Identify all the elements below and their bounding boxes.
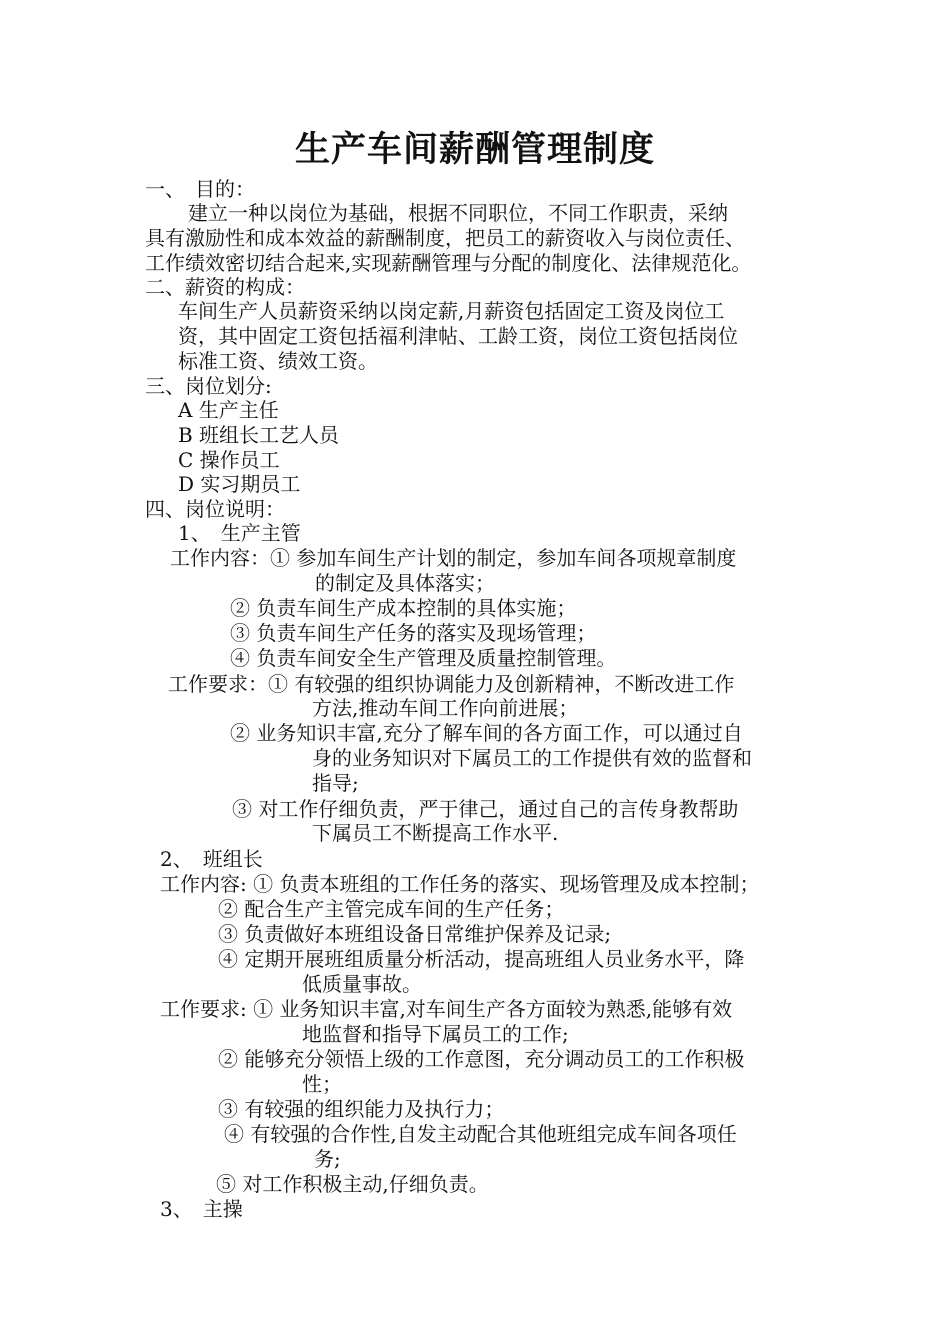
document-title: 生产车间薪酬管理制度 (294, 129, 655, 170)
paragraph-line: 性； (302, 1072, 342, 1096)
paragraph-line: 车间生产人员薪资采纳以岗定薪,月薪资包括固定工资及岗位工 (178, 299, 725, 323)
list-item: ③ 负责做好本班组设备日常维护保养及记录; (218, 922, 612, 946)
list-item: ② 负责车间生产成本控制的具体实施； (230, 596, 577, 620)
list-item: ② 能够充分领悟上级的工作意图，充分调动员工的工作积极 (218, 1047, 745, 1071)
section-heading-purpose: 一、 目的： (145, 177, 255, 201)
paragraph-line: 指导; (312, 771, 359, 795)
paragraph-line: 工作内容: ① 负责本班组的工作任务的落实、现场管理及成本控制； (160, 872, 760, 896)
list-item: ② 业务知识丰富,充分了解车间的各方面工作，可以通过自 (230, 721, 743, 745)
list-item: A 生产主任 (178, 398, 279, 422)
paragraph-line: 下属员工不断提高工作水平. (312, 821, 559, 845)
list-item: D 实习期员工 (178, 472, 301, 496)
paragraph-line: 建立一种以岗位为基础，根据不同职位，不同工作职责，采纳 (188, 201, 728, 225)
paragraph-line: 务; (314, 1147, 341, 1171)
list-item: ③ 对工作仔细负责，严于律己，通过自己的言传身教帮助 (232, 797, 739, 821)
paragraph-line: 资，其中固定工资包括福利津帖、工龄工资，岗位工资包括岗位 (178, 324, 738, 348)
paragraph-line: 工作绩效密切结合起来,实现薪酬管理与分配的制度化、法律规范化。 (145, 251, 752, 275)
section-heading-descriptions: 四、岗位说明： (145, 497, 285, 521)
subsection-heading: 1、 生产主管 (178, 521, 301, 545)
paragraph-line: 的制定及具体落实； (315, 571, 495, 595)
paragraph-line: 方法,推动车间工作向前进展； (312, 696, 579, 720)
paragraph-line: 标准工资、绩效工资。 (178, 349, 378, 373)
list-item: C 操作员工 (178, 448, 280, 472)
list-item: ③ 有较强的组织能力及执行力； (218, 1097, 505, 1121)
list-item: ⑤ 对工作积极主动,仔细负责。 (216, 1172, 489, 1196)
list-item: B 班组长工艺人员 (178, 423, 340, 447)
section-heading-positions: 三、岗位划分: (145, 374, 272, 398)
subsection-heading: 2、 班组长 (160, 847, 263, 871)
subsection-heading: 3、 主操 (160, 1197, 243, 1221)
list-item: ④ 负责车间安全生产管理及质量控制管理。 (230, 646, 617, 670)
paragraph-line: 地监督和指导下属员工的工作; (302, 1022, 569, 1046)
list-item: ④ 有较强的合作性,自发主动配合其他班组完成车间各项任 (224, 1122, 737, 1146)
paragraph-line: 具有激励性和成本效益的薪酬制度，把员工的薪资收入与岗位责任、 (145, 226, 745, 250)
paragraph-line: 低质量事故。 (302, 972, 422, 996)
list-item: ④ 定期开展班组质量分析活动，提高班组人员业务水平，降 (218, 947, 745, 971)
paragraph-line: 身的业务知识对下属员工的工作提供有效的监督和 (312, 746, 752, 770)
list-item: ② 配合生产主管完成车间的生产任务； (218, 897, 565, 921)
paragraph-line: 工作内容：① 参加车间生产计划的制定，参加车间各项规章制度 (170, 546, 737, 570)
list-item: ③ 负责车间生产任务的落实及现场管理； (230, 621, 597, 645)
section-heading-salary: 二、薪资的构成： (145, 275, 305, 299)
paragraph-line: 工作要求: ① 业务知识丰富,对车间生产各方面较为熟悉,能够有效 (160, 997, 733, 1021)
paragraph-line: 工作要求：① 有较强的组织协调能力及创新精神，不断改进工作 (168, 672, 735, 696)
